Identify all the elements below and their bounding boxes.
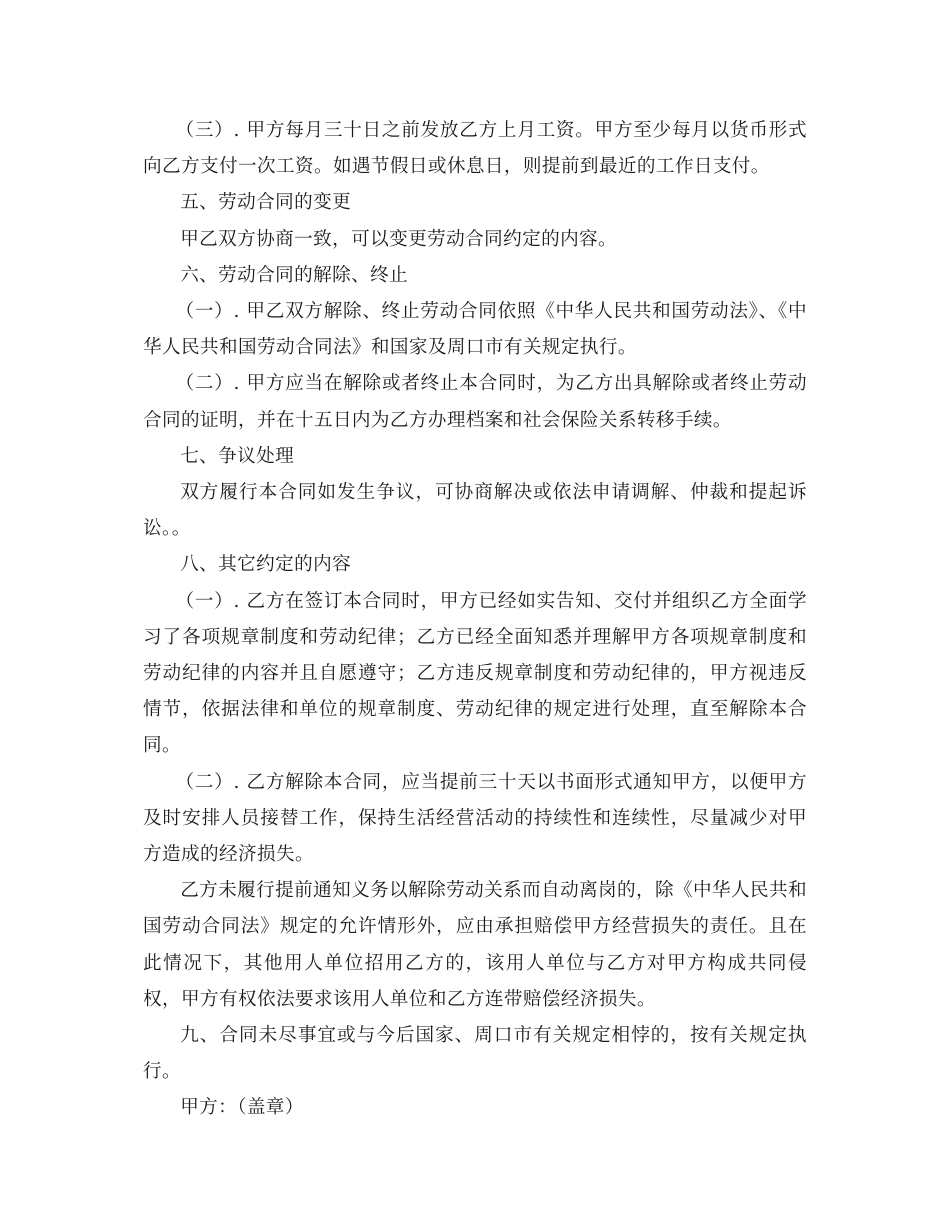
section-8-paragraph: 乙方未履行提前通知义务以解除劳动关系而自动离岗的，除《中华人民共和国劳动合同法》规定的允许情形外，应由承担赔偿甲方经营损失的责任。且在此情况下，其他用人单位招用乙方的，该用人单位与乙方对甲方构成共同侵权，甲方有权依法要求该用人单位和乙方连带赔偿经济损失。 <box>143 880 807 1010</box>
clause-3-wage-payment: （三）. 甲方每月三十日之前发放乙方上月工资。甲方至少每月以货币形式向乙方支付一次工资。如遇节假日或休息日，则提前到最近的工作日支付。 <box>143 120 807 178</box>
section-7-body: 双方履行本合同如发生争议，可协商解决或依法申请调解、仲裁和提起诉讼。。 <box>143 482 807 540</box>
section-8-clause-2: （二）. 乙方解除本合同，应当提前三十天以书面形式通知甲方，以便甲方及时安排人员接替工作，保持生活经营活动的持续性和连续性，尽量减少对甲方造成的经济损失。 <box>143 771 807 866</box>
document-body <box>143 113 807 1127</box>
section-9-heading: 九、合同未尽事宜或与今后国家、周口市有关规定相悖的，按有关规定执行。 <box>143 1025 807 1083</box>
section-6-clause-1: （一）. 甲乙双方解除、终止劳动合同依照《中华人民共和国劳动法》、《中华人民共和国劳动合同法》和国家及周口市有关规定执行。 <box>143 301 807 359</box>
section-6-heading: 六、劳动合同的解除、终止 <box>180 264 409 286</box>
section-6-clause-2: （二）. 甲方应当在解除或者终止本合同时，为乙方出具解除或者终止劳动合同的证明，并在十五日内为乙方办理档案和社会保险关系转移手续。 <box>143 373 807 431</box>
section-8-heading: 八、其它约定的内容 <box>180 554 352 576</box>
section-5-heading: 五、劳动合同的变更 <box>180 192 352 214</box>
party-a-signature-line: 甲方：（盖章） <box>180 1097 304 1119</box>
section-8-clause-1: （一）. 乙方在签订本合同时，甲方已经如实告知、交付并组织乙方全面学习了各项规章制度和劳动纪律；乙方已经全面知悉并理解甲方各项规章制度和劳动纪律的内容并且自愿遵守；乙方违反规章制度和劳动纪律的，甲方视违反情节，依据法律和单位的规章制度、劳动纪律的规定进行处理，直至解除本合同。 <box>143 590 807 757</box>
section-5-body: 甲乙双方协商一致，可以变更劳动合同约定的内容。 <box>180 228 618 250</box>
section-7-heading: 七、争议处理 <box>180 445 295 467</box>
